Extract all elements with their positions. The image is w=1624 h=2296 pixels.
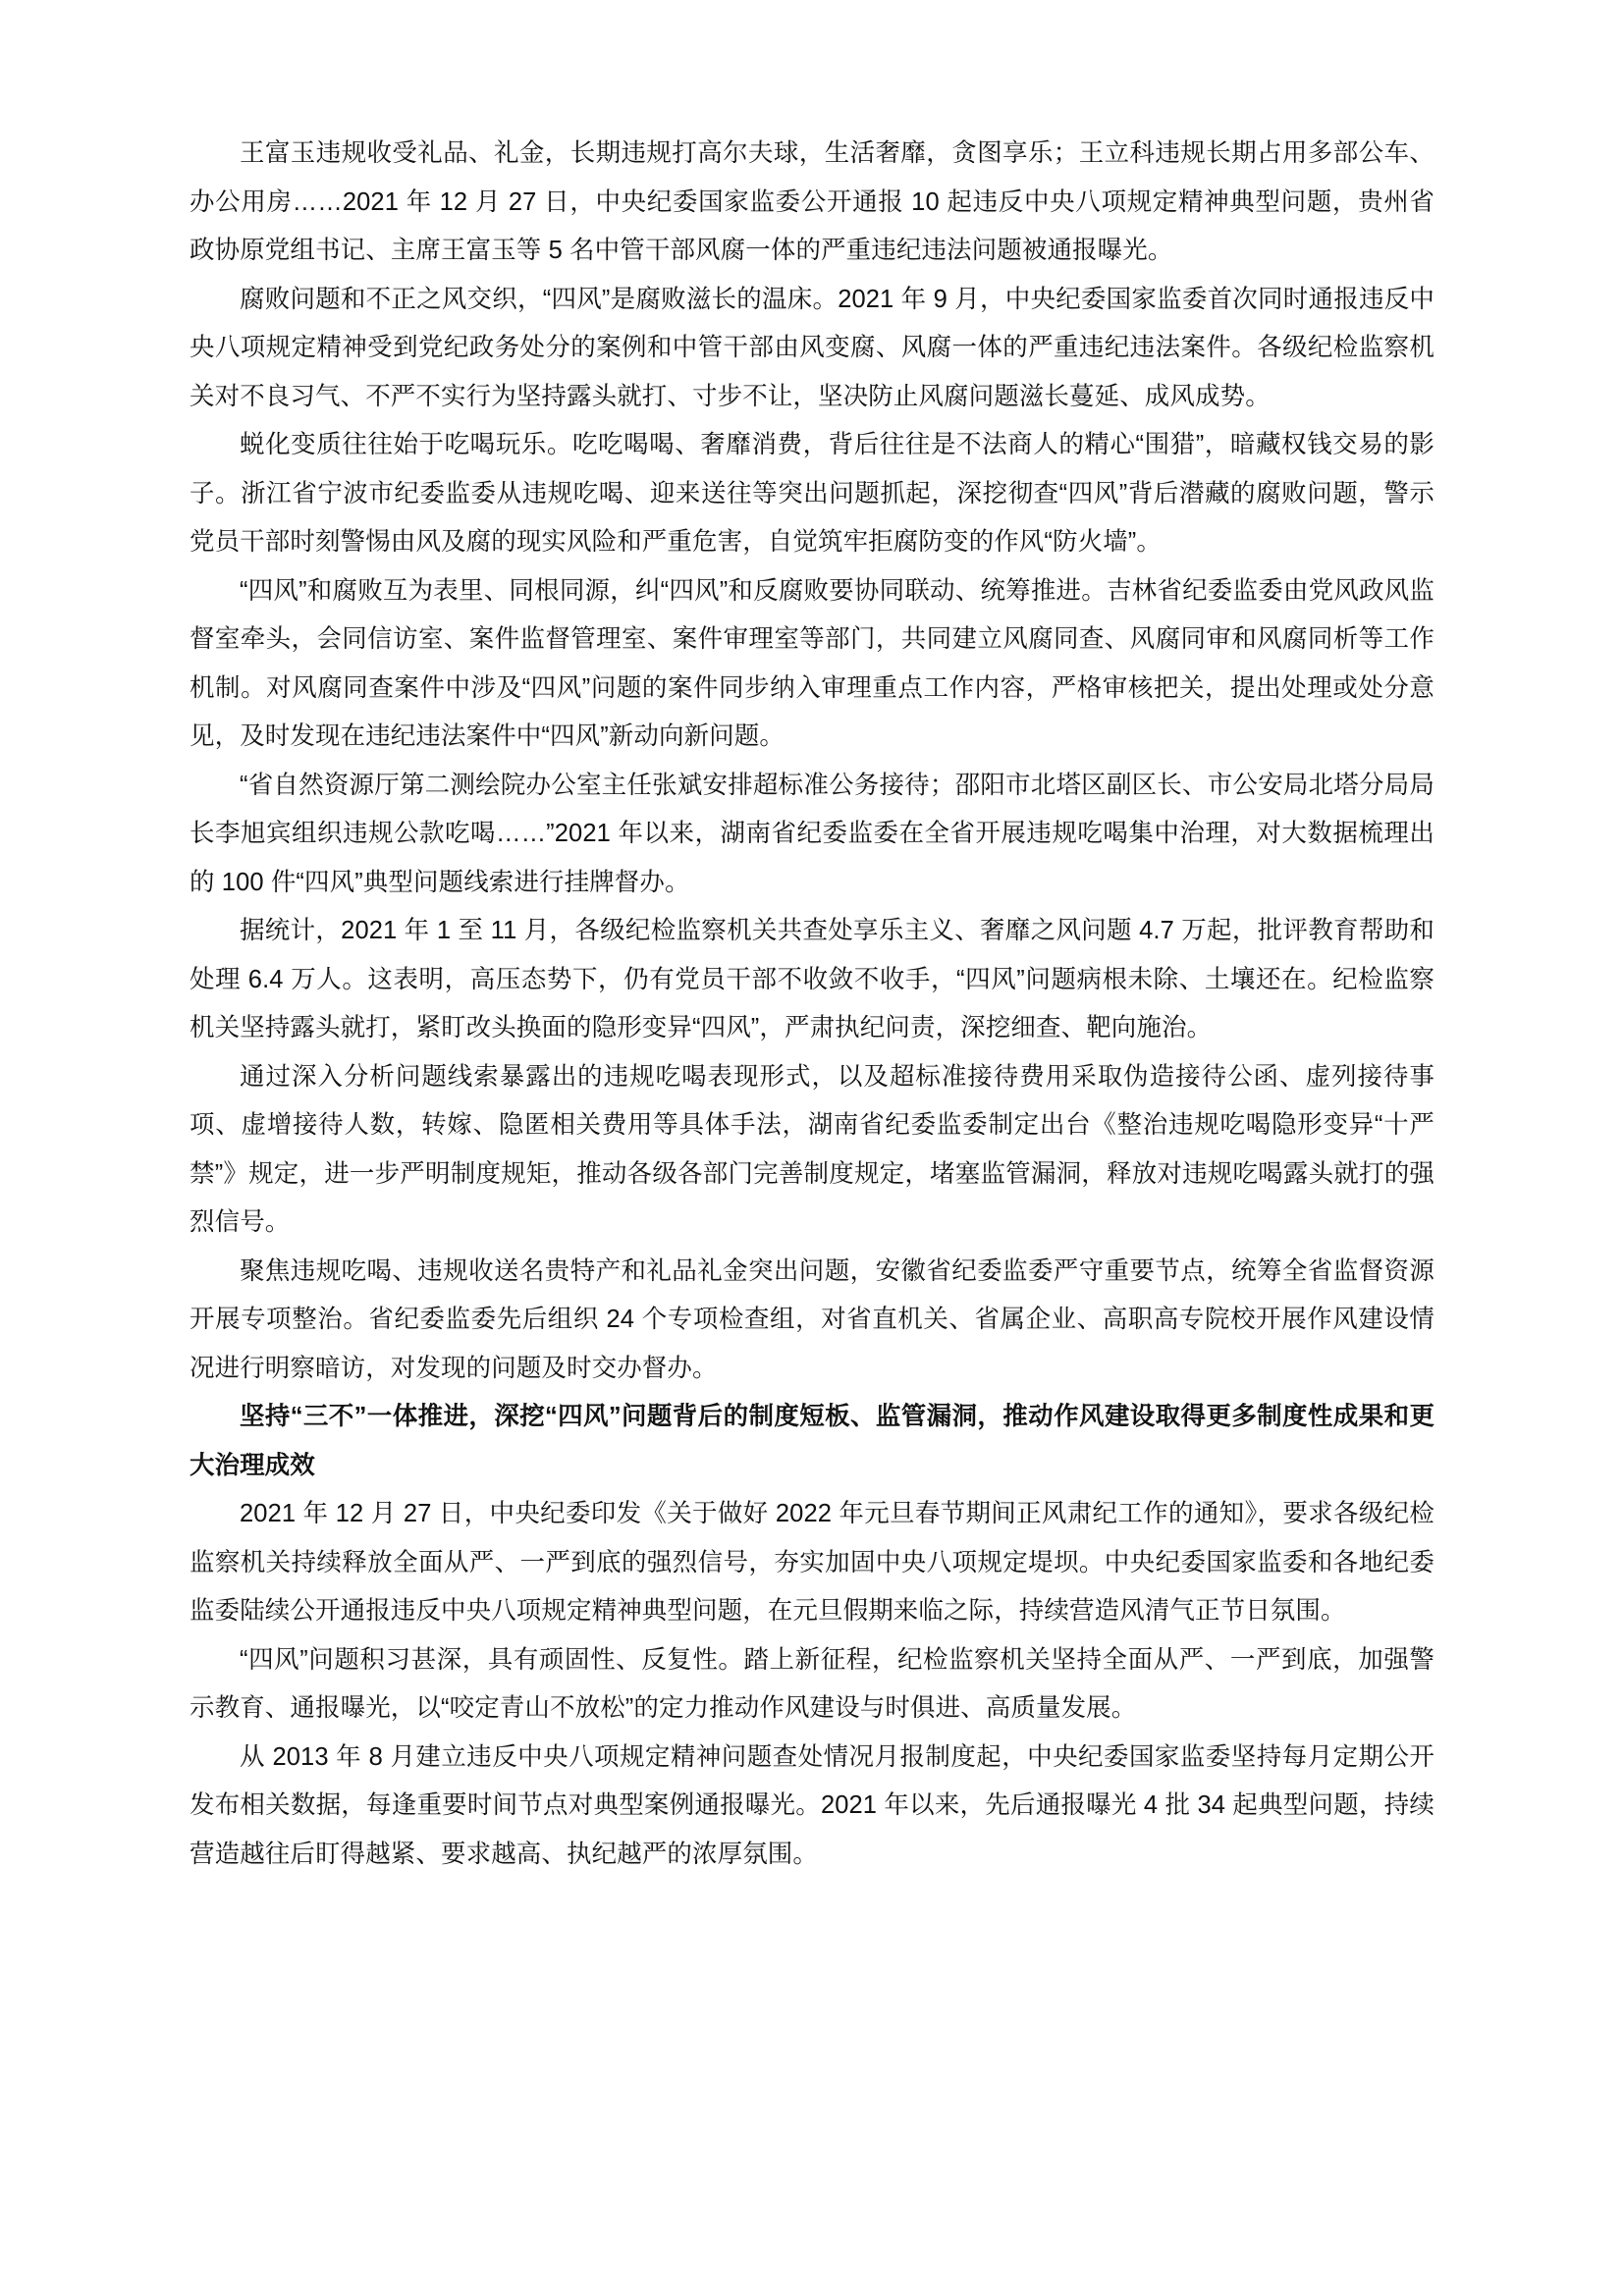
paragraph: 2021 年 12 月 27 日，中央纪委印发《关于做好 2022 年元旦春节期间正风肃纪工作的通知》，要求各级纪检监察机关持续释放全面从严、一严到底的强烈信号，夯实加固中央八项规定堤坝。中央纪委国家监委和各地纪委监委陆续公开通报违反中央八项规定精神典型问题，在元旦假期来临之际，持续营造风清气正节日氛围。 <box>189 1500 1435 1625</box>
paragraph: “四风”问题积习甚深，具有顽固性、反复性。踏上新征程，纪检监察机关坚持全面从严、一严到底，加强警示教育、通报曝光，以“咬定青山不放松”的定力推动作风建设与时俱进、高质量发展。 <box>189 1645 1435 1722</box>
paragraph: 蜕化变质往往始于吃喝玩乐。吃吃喝喝、奢靡消费，背后往往是不法商人的精心“围猎”，暗藏权钱交易的影子。浙江省宁波市纪委监委从违规吃喝、迎来送往等突出问题抓起，深挖彻查“四风”背后潜藏的腐败问题，警示党员干部时刻警惕由风及腐的现实风险和严重危害，自觉筑牢拒腐防变的作风“防火墙”。 <box>189 431 1435 556</box>
paragraph: 从 2013 年 8 月建立违反中央八项规定精神问题查处情况月报制度起，中央纪委国家监委坚持每月定期公开发布相关数据，每逢重要时间节点对典型案例通报曝光。2021 年以来，先后通报曝光 4 批 34 起典型问题，持续营造越往后盯得越紧、要求越高、执纪越严的浓厚氛围。 <box>189 1742 1435 1868</box>
paragraph: “四风”和腐败互为表里、同根同源，纠“四风”和反腐败要协同联动、统筹推进。吉林省纪委监委由党风政风监督室牵头，会同信访室、案件监督管理室、案件审理室等部门，共同建立风腐同查、风腐同审和风腐同析等工作机制。对风腐同查案件中涉及“四风”问题的案件同步纳入审理重点工作内容，严格审核把关，提出处理或处分意见，及时发现在违纪违法案件中“四风”新动向新问题。 <box>189 576 1435 750</box>
document-body <box>189 130 1435 1879</box>
paragraph: 据统计，2021 年 1 至 11 月，各级纪检监察机关共查处享乐主义、奢靡之风问题 4.7 万起，批评教育帮助和处理 6.4 万人。这表明，高压态势下，仍有党员干部不收敛不收手，“四风”问题病根未除、土壤还在。纪检监察机关坚持露头就打，紧盯改头换面的隐形变异“四风”，严肃执纪问责，深挖细查、靶向施治。 <box>189 917 1435 1041</box>
paragraph: 聚焦违规吃喝、违规收送名贵特产和礼品礼金突出问题，安徽省纪委监委严守重要节点，统筹全省监督资源开展专项整治。省纪委监委先后组织 24 个专项检查组，对省直机关、省属企业、高职高专院校开展作风建设情况进行明察暗访，对发现的问题及时交办督办。 <box>189 1256 1435 1382</box>
paragraph: “省自然资源厅第二测绘院办公室主任张斌安排超标准公务接待；邵阳市北塔区副区长、市公安局北塔分局局长李旭宾组织违规公款吃喝……”2021 年以来，湖南省纪委监委在全省开展违规吃喝集中治理，对大数据梳理出的 100 件“四风”典型问题线索进行挂牌督办。 <box>189 771 1435 896</box>
paragraph: 通过深入分析问题线索暴露出的违规吃喝表现形式，以及超标准接待费用采取伪造接待公函、虚列接待事项、虚增接待人数，转嫁、隐匿相关费用等具体手法，湖南省纪委监委制定出台《整治违规吃喝隐形变异“十严禁”》规定，进一步严明制度规矩，推动各级各部门完善制度规定，堵塞监管漏洞，释放对违规吃喝露头就打的强烈信号。 <box>189 1062 1435 1236</box>
section-heading: 坚持“三不”一体推进，深挖“四风”问题背后的制度短板、监管漏洞，推动作风建设取得更多制度性成果和更大治理成效 <box>189 1403 1435 1479</box>
paragraph: 腐败问题和不正之风交织，“四风”是腐败滋长的温床。2021 年 9 月，中央纪委国家监委首次同时通报违反中央八项规定精神受到党纪政务处分的案例和中管干部由风变腐、风腐一体的严重违纪违法案件。各级纪检监察机关对不良习气、不严不实行为坚持露头就打、寸步不让，坚决防止风腐问题滋长蔓延、成风成势。 <box>189 285 1435 410</box>
paragraph: 王富玉违规收受礼品、礼金，长期违规打高尔夫球，生活奢靡，贪图享乐；王立科违规长期占用多部公车、办公用房……2021 年 12 月 27 日，中央纪委国家监委公开通报 10 起违反中央八项规定精神典型问题，贵州省政协原党组书记、主席王富玉等 5 名中管干部风腐一体的严重违纪违法问题被通报曝光。 <box>189 139 1435 264</box>
